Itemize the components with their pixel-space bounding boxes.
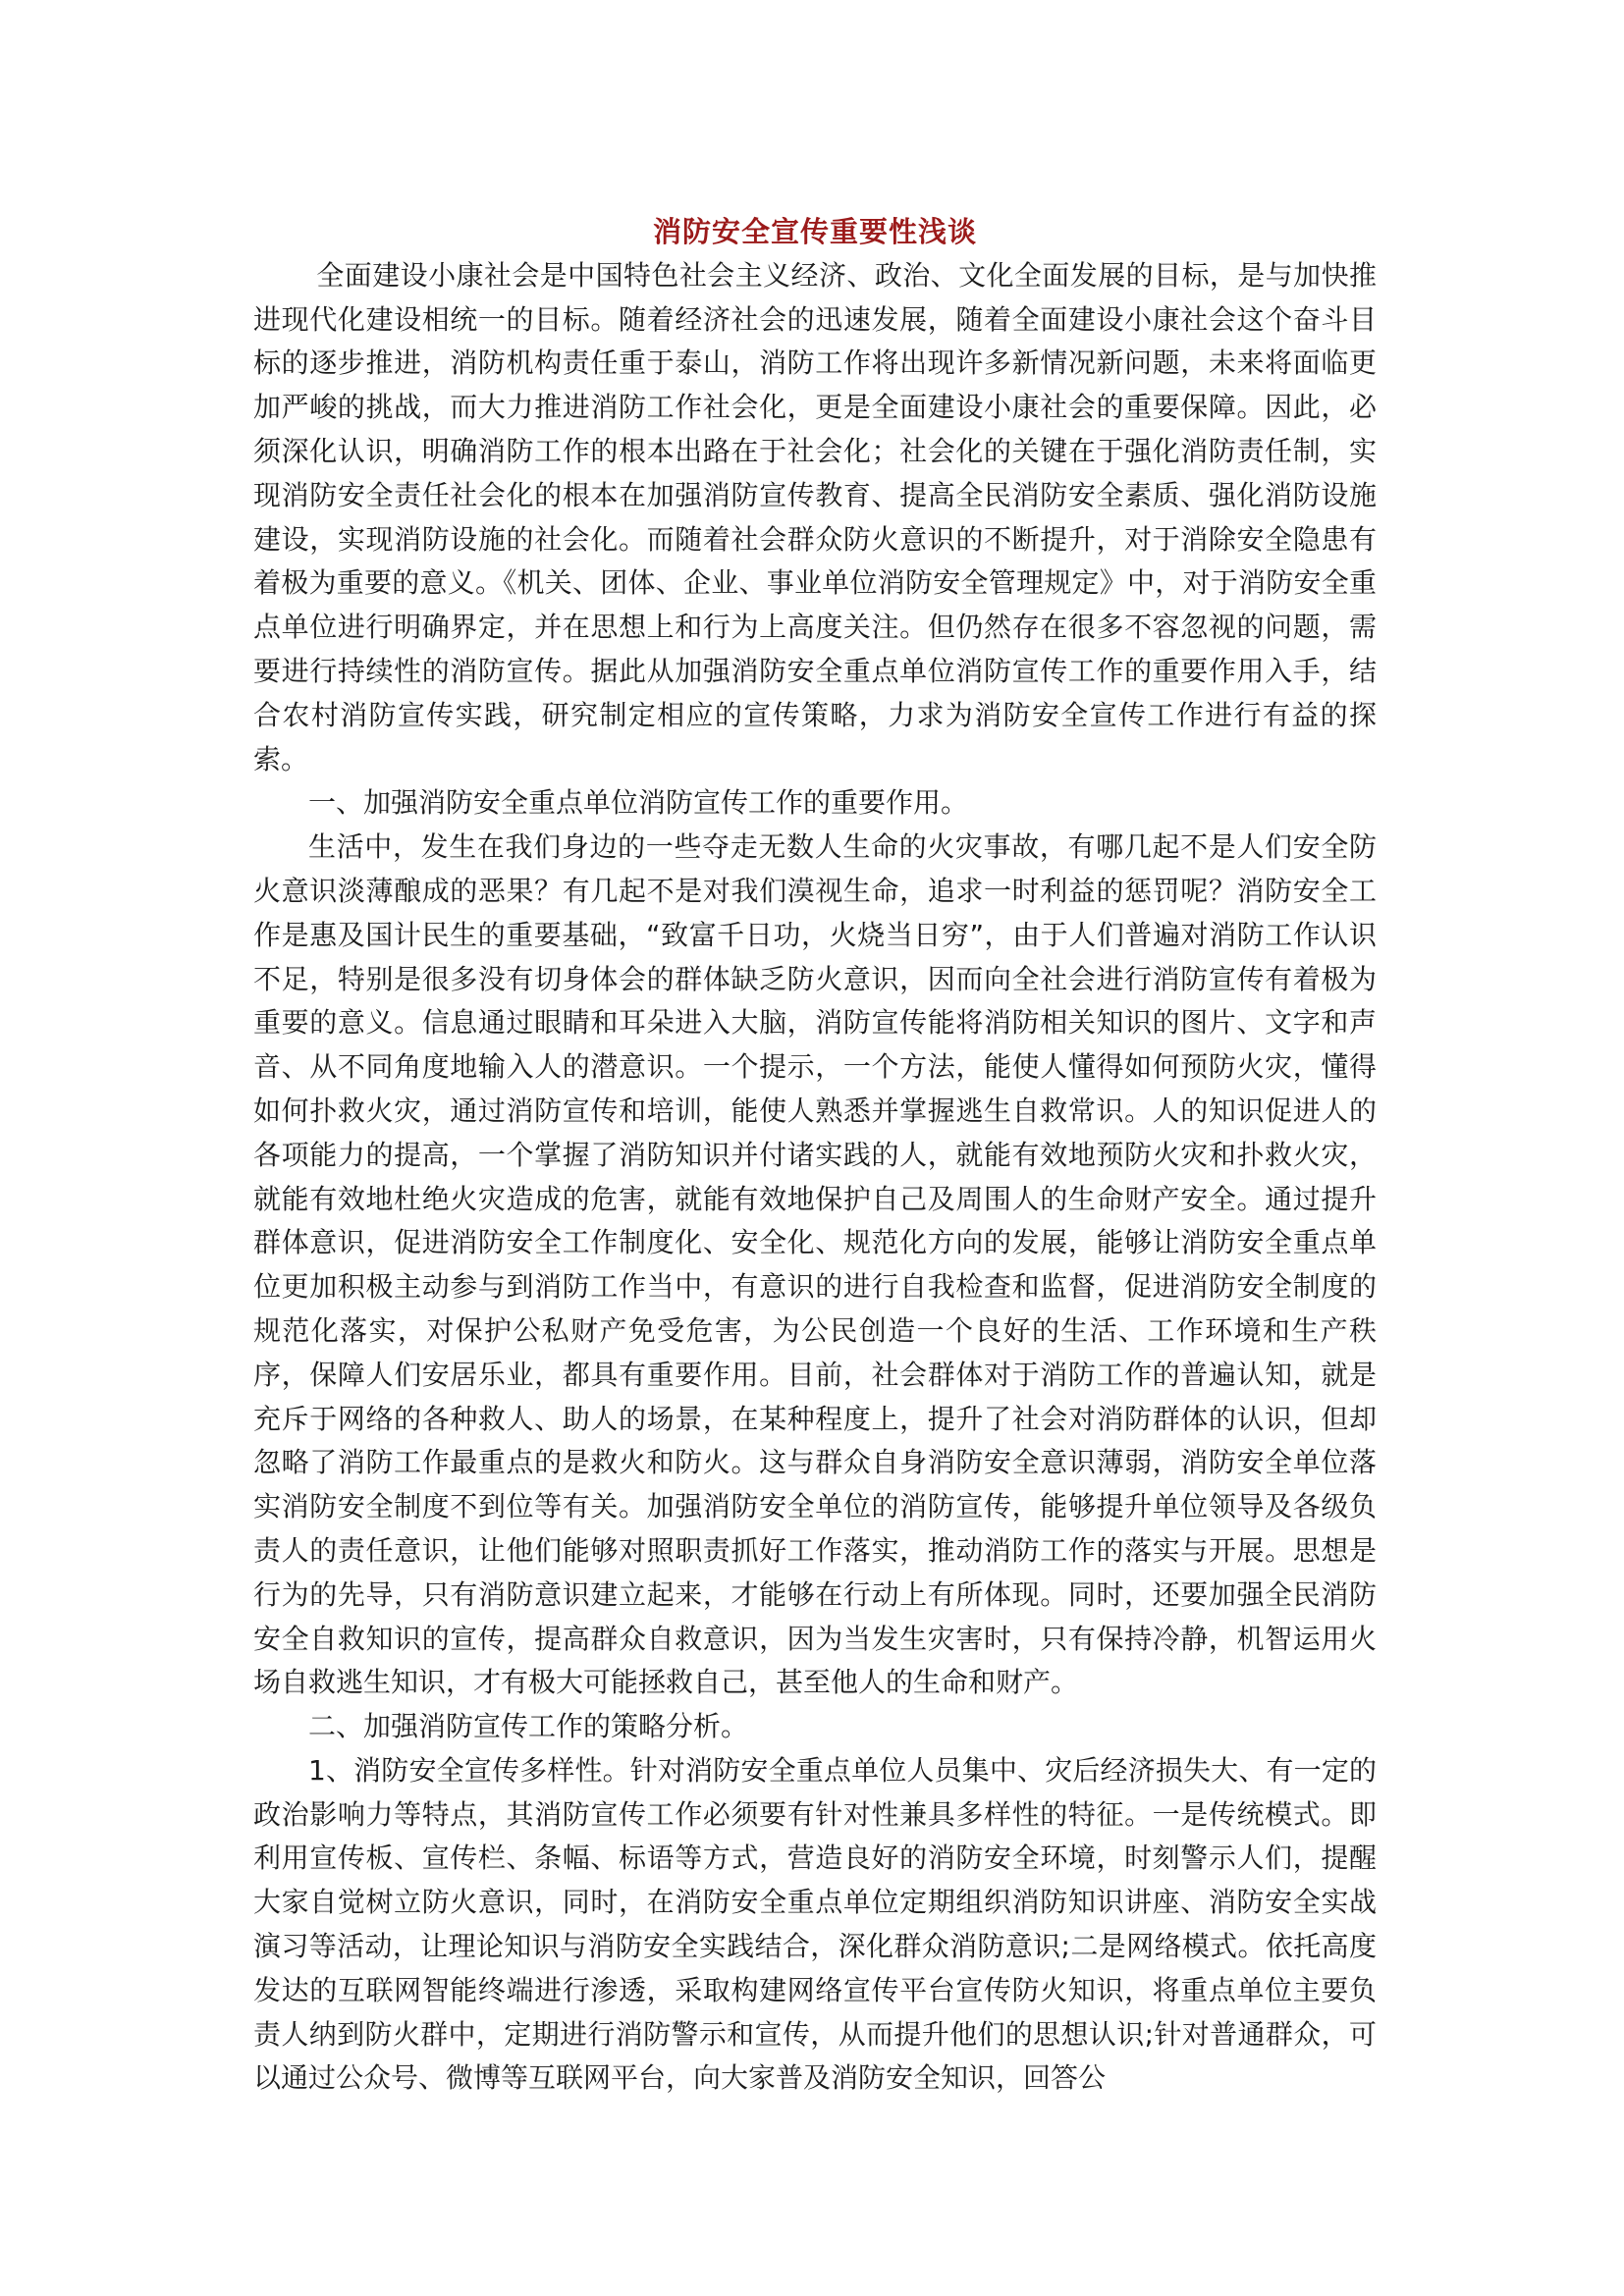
section-1-paragraph: 生活中，发生在我们身边的一些夺走无数人生命的火灾事故，有哪几起不是人们安全防火意识淡薄酿成的恶果？有几起不是对我们漠视生命，追求一时利益的惩罚呢？消防安全工作是惠及国计民生的重要基础，“致富千日功，火烧当日穷”，由于人们普遍对消防工作认识不足，特别是很多没有切身体会的群体缺乏防火意识，因而向全社会进行消防宣传有着极为重要的意义。信息通过眼睛和耳朵进入大脑，消防宣传能将消防相关知识的图片、文字和声音、从不同角度地输入人的潜意识。一个提示，一个方法，能使人懂得如何预防火灾，懂得如何扑救火灾，通过消防宣传和培训，能使人熟悉并掌握逃生自救常识。人的知识促进人的各项能力的提高，一个掌握了消防知识并付诸实践的人，就能有效地预防火灾和扑救火灾，就能有效地杜绝火灾造成的危害，就能有效地保护自己及周围人的生命财产安全。通过提升群体意识，促进消防安全工作制度化、安全化、规范化方向的发展，能够让消防安全重点单位更加积极主动参与到消防工作当中，有意识的进行自我检查和监督，促进消防安全制度的规范化落实，对保护公私财产免受危害，为公民创造一个良好的生活、工作环境和生产秩序，保障人们安居乐业，都具有重要作用。目前，社会群体对于消防工作的普遍认知，就是充斥于网络的各种救人、助人的场景，在某种程度上，提升了社会对消防群体的认识，但却忽略了消防工作最重点的是救火和防火。这与群众自身消防安全意识薄弱，消防安全单位落实消防安全制度不到位等有关。加强消防安全单位的消防宣传，能够提升单位领导及各级负责人的责任意识，让他们能够对照职责抓好工作落实，推动消防工作的落实与开展。思想是行为的先导，只有消防意识建立起来，才能够在行动上有所体现。同时，还要加强全民消防安全自救知识的宣传，提高群众自救意识，因为当发生灾害时，只有保持冷静，机智运用火场自救逃生知识，才有极大可能拯救自己，甚至他人的生命和财产。 [253, 830, 1377, 1699]
section-heading-1: 一、加强消防安全重点单位消防宣传工作的重要作用。 [308, 786, 969, 820]
document-body [253, 210, 1377, 2101]
document-title: 消防安全宣传重要性浅谈 [652, 215, 977, 248]
section-2-paragraph-1: 1、消防安全宣传多样性。针对消防安全重点单位人员集中、灾后经济损失大、有一定的政治影响力等特点，其消防宣传工作必须要有针对性兼具多样性的特征。一是传统模式。即利用宣传板、宣传栏、条幅、标语等方式，营造良好的消防安全环境，时刻警示人们，提醒大家自觉树立防火意识，同时，在消防安全重点单位定期组织消防知识讲座、消防安全实战演习等活动，让理论知识与消防安全实践结合，深化群众消防意识;二是网络模式。依托高度发达的互联网智能终端进行渗透，采取构建网络宣传平台宣传防火知识，将重点单位主要负责人纳到防火群中，定期进行消防警示和宣传，从而提升他们的思想认识;针对普通群众，可以通过公众号、微博等互联网平台，向大家普及消防安全知识，回答公 [253, 1753, 1377, 2095]
section-heading-2: 二、加强消防宣传工作的策略分析。 [308, 1710, 749, 1743]
intro-paragraph: 全面建设小康社会是中国特色社会主义经济、政治、文化全面发展的目标，是与加快推进现代化建设相统一的目标。随着经济社会的迅速发展，随着全面建设小康社会这个奋斗目标的逐步推进，消防机构责任重于泰山，消防工作将出现许多新情况新问题，未来将面临更加严峻的挑战，而大力推进消防工作社会化，更是全面建设小康社会的重要保障。因此，必须深化认识，明确消防工作的根本出路在于社会化；社会化的关键在于强化消防责任制，实现消防安全责任社会化的根本在加强消防宣传教育、提高全民消防安全素质、强化消防设施建设，实现消防设施的社会化。而随着社会群众防火意识的不断提升，对于消除安全隐患有着极为重要的意义。《机关、团体、企业、事业单位消防安全管理规定》中，对于消防安全重点单位进行明确界定，并在思想上和行为上高度关注。但仍然存在很多不容忽视的问题，需要进行持续性的消防宣传。据此从加强消防安全重点单位消防宣传工作的重要作用入手，结合农村消防宣传实践，研究制定相应的宣传策略，力求为消防安全宣传工作进行有益的探索。 [253, 258, 1377, 775]
